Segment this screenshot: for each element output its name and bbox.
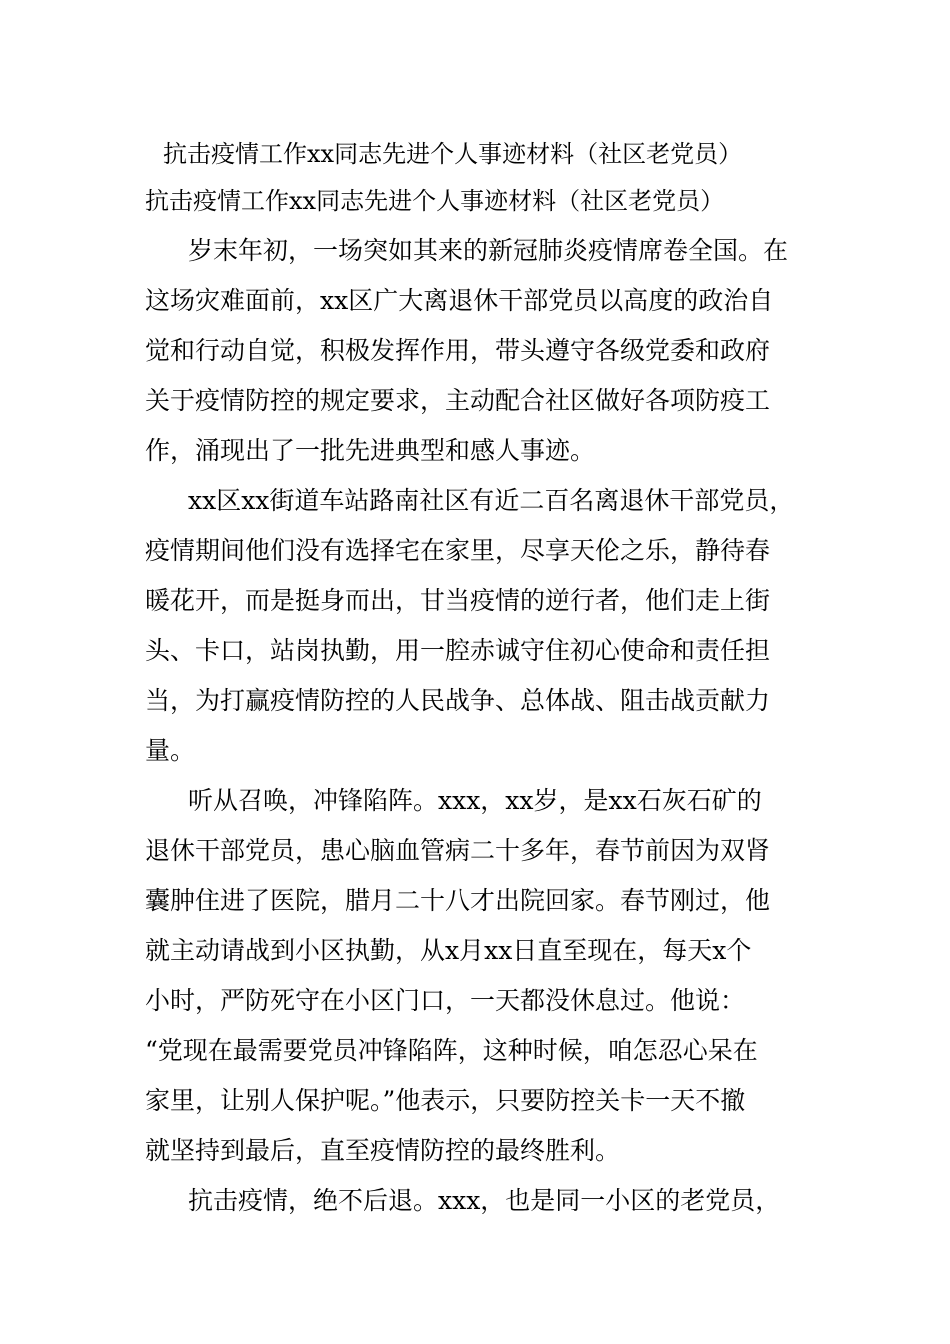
paragraph-2-line-2: 疫情期间他们没有选择宅在家里，尽享天伦之乐，静待春: [145, 536, 771, 565]
paragraph-1-line-3: 觉和行动自觉，积极发挥作用，带头遵守各级党委和政府: [145, 336, 771, 365]
document-title-repeat: 抗击疫情工作xx同志先进个人事迹材料（社区老党员）: [145, 187, 725, 215]
paragraph-1-line-4: 关于疫情防控的规定要求，主动配合社区做好各项防疫工: [145, 386, 771, 415]
paragraph-2-line-4: 头、卡口，站岗执勤，用一腔赤诚守住初心使命和责任担: [145, 636, 771, 665]
paragraph-1-line-1: 岁末年初，一场突如其来的新冠肺炎疫情席卷全国。在: [188, 236, 789, 265]
paragraph-3-line-5: 小时，严防死守在小区门口，一天都没休息过。他说：: [145, 986, 746, 1015]
paragraph-2-line-3: 暖花开，而是挺身而出，甘当疫情的逆行者，他们走上街: [145, 586, 771, 615]
paragraph-2-line-6: 量。: [145, 736, 196, 765]
paragraph-3-line-1: 听从召唤，冲锋陷阵。xxx，xx岁，是xx石灰石矿的: [188, 786, 762, 815]
paragraph-4-line-1: 抗击疫情，绝不后退。xxx，也是同一小区的老党员，: [188, 1186, 781, 1215]
paragraph-3-line-6: “党现在最需要党员冲锋陷阵，这种时候，咱怎忍心呆在: [145, 1036, 758, 1065]
paragraph-3-line-4: 就主动请战到小区执勤，从x月xx日直至现在，每天x个: [145, 936, 752, 965]
paragraph-2-line-5: 当，为打赢疫情防控的人民战争、总体战、阻击战贡献力: [145, 686, 771, 715]
paragraph-3-line-8: 就坚持到最后，直至疫情防控的最终胜利。: [145, 1136, 621, 1165]
paragraph-3-line-7: 家里，让别人保护呢。”他表示，只要防控关卡一天不撤: [145, 1086, 746, 1115]
paragraph-3-line-2: 退休干部党员，患心脑血管病二十多年，春节前因为双肾: [145, 836, 771, 865]
paragraph-1-line-5: 作，涌现出了一批先进典型和感人事迹。: [145, 436, 596, 465]
paragraph-3-line-3: 囊肿住进了医院，腊月二十八才出院回家。春节刚过，他: [145, 886, 771, 915]
paragraph-1-line-2: 这场灾难面前，xx区广大离退休干部党员以高度的政治自: [145, 286, 774, 315]
document-title: 抗击疫情工作xx同志先进个人事迹材料（社区老党员）: [163, 140, 743, 168]
paragraph-2-line-1: xx区xx街道车站路南社区有近二百名离退休干部党员，: [188, 486, 795, 515]
